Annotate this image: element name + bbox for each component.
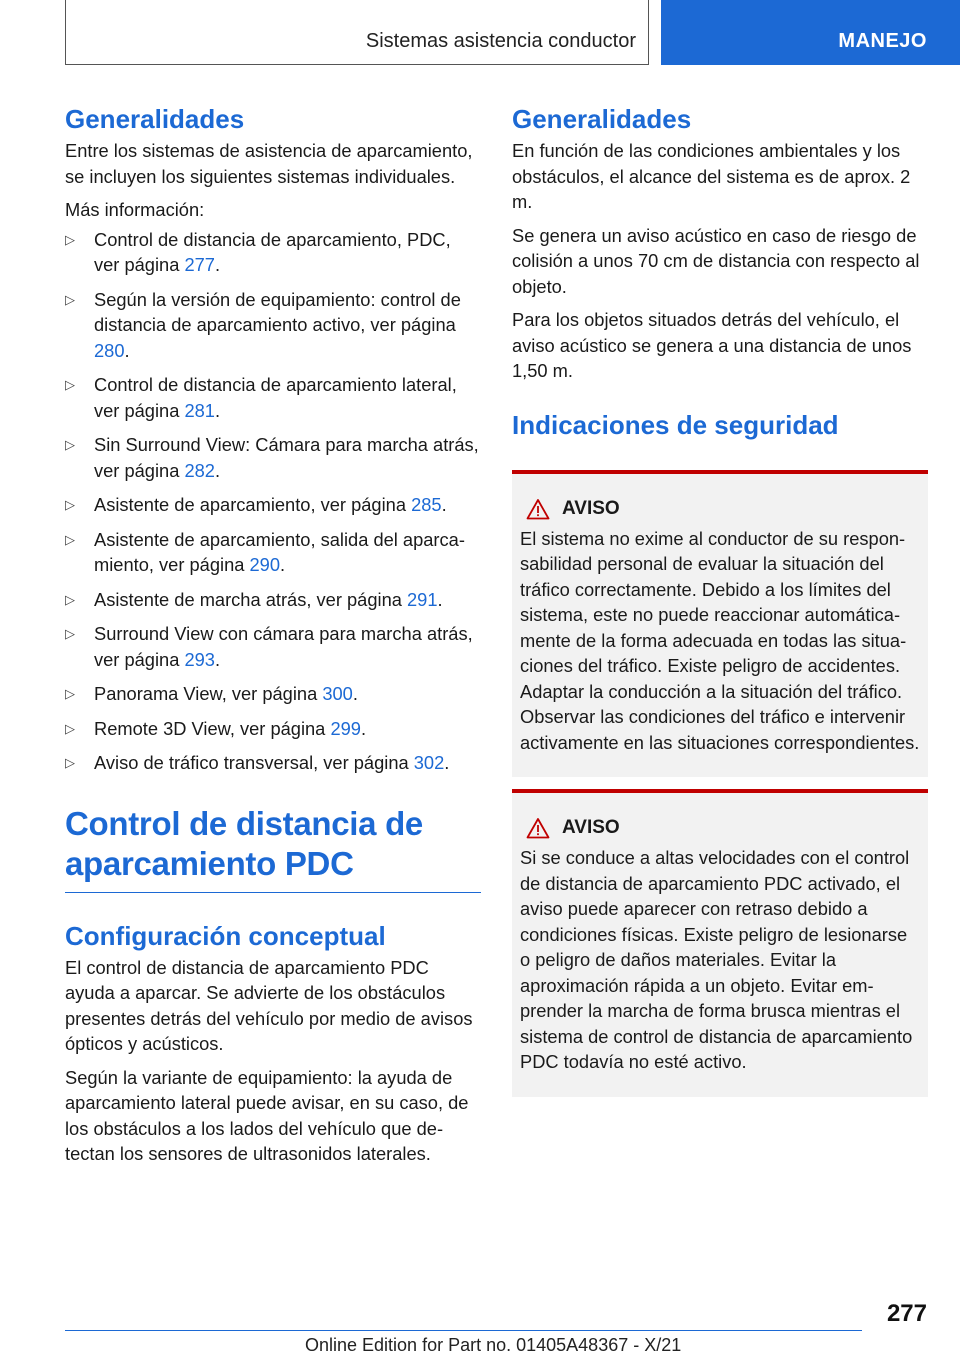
list-item-period: . <box>124 339 130 361</box>
more-info-label: Más información: <box>65 199 205 220</box>
list-item <box>65 432 481 483</box>
footer-edition: Online Edition for Part no. 01405A48367 - X/21 <box>305 1335 682 1355</box>
triangle-right-outline-icon: ▷ <box>65 755 75 770</box>
page-link-290[interactable]: 290 <box>249 554 280 575</box>
page-link-280[interactable]: 280 <box>94 339 125 361</box>
list-item <box>65 716 481 742</box>
list-item <box>65 527 481 578</box>
list-item <box>65 681 481 707</box>
triangle-right-outline-icon: ▷ <box>65 626 75 641</box>
list-item-period: . <box>280 554 286 575</box>
page-link-300[interactable]: 300 <box>322 683 353 704</box>
header-chapter-tab[interactable] <box>661 0 960 65</box>
page-link-277[interactable]: 277 <box>184 254 215 275</box>
warning-text-2: Si se conduce a altas velocidades con el control de distancia de aparcamiento PDC activado, el aviso puede aparecer con retraso debido a condiciones físicas. Existe peligro de lesionarse o peligro de daños materiales. Evitar la aproximación rápida a un objeto. Evitar emprender la marcha de forma brusca mientras el sistema de control de distancia de aparcamiento PDC todavía no esté activo. <box>520 847 913 1072</box>
config-paragraph-2: Según la variante de equipamiento: la ayuda de aparcamiento lateral puede avisar, en su caso, de los obstáculos a los lados del vehículo que detectan los sensores de ultrasonidos laterales. <box>65 1066 469 1164</box>
list-item-period: . <box>352 683 358 704</box>
warning-box-1 <box>512 470 928 778</box>
heading-pdc: Control de distancia de aparcamiento PDC <box>65 804 423 882</box>
triangle-right-outline-icon: ▷ <box>65 686 75 701</box>
page-number: 277 <box>886 1300 927 1327</box>
page-link-291[interactable]: 291 <box>406 588 438 610</box>
header-section-title: Sistemas asistencia conductor <box>365 30 636 52</box>
triangle-right-outline-icon: ▷ <box>65 377 75 392</box>
list-item-period: . <box>444 752 450 773</box>
page-link-282[interactable]: 282 <box>184 459 215 481</box>
page-link-281[interactable]: 281 <box>184 399 215 421</box>
list-item-text: Asistente de aparcamiento, salida del aparcamiento, ver página <box>94 528 465 575</box>
list-item-period: . <box>214 459 221 481</box>
warning-title-2: AVISO <box>562 817 620 838</box>
list-item-text: Según la versión de equipamiento: control de distancia de aparcamiento activo, ver página <box>94 288 461 335</box>
list-item <box>65 750 481 776</box>
list-item-period: . <box>360 717 367 739</box>
triangle-right-outline-icon: ▷ <box>65 291 75 307</box>
list-item <box>65 227 481 278</box>
heading-safety: Indicaciones de seguridad <box>512 409 839 440</box>
header-chapter-label: MANEJO <box>838 30 927 52</box>
list-item <box>65 587 481 613</box>
list-item-text: Remote 3D View, ver página <box>94 717 331 739</box>
heading-generalidades-left: Generalidades <box>65 104 245 134</box>
triangle-right-outline-icon: ▷ <box>65 497 75 512</box>
list-item-text: Panorama View, ver página <box>94 683 323 704</box>
page-link-285[interactable]: 285 <box>411 494 442 515</box>
list-item-text: Asistente de marcha atrás, ver página <box>94 588 407 610</box>
range-paragraph: En función de las condiciones ambientales y los obstáculos, el alcance del sistema es de aprox. 2 m. <box>512 140 911 212</box>
list-item <box>65 621 481 672</box>
list-item-text: Control de distancia de aparcamiento, PDC, ver página <box>94 228 451 275</box>
list-item-text: Aviso de tráfico transversal, ver página <box>94 752 414 773</box>
list-item-period: . <box>214 254 221 275</box>
list-item <box>65 287 481 364</box>
footer-rule <box>65 1330 862 1331</box>
page-link-299[interactable]: 299 <box>330 717 361 739</box>
warning-text-1: El sistema no exime al conductor de su responsabilidad personal de evaluar la situación del tráfico correctamente. Debido a los límites del sistema, este no puede reaccionar automáticamente de la forma adecuada en todas las situaciones del tráfico. Existe peligro de accidentes. Adaptar la conducción a la situación del tráfico. Observar las condiciones del tráfico e intervenir activamente en las situaciones correspondientes. <box>520 527 920 753</box>
left-column <box>65 104 481 1167</box>
triangle-right-outline-icon: ▷ <box>65 231 75 247</box>
config-paragraph-1: El control de distancia de aparcamiento PDC ayuda a aparcar. Se advierte de los obstáculos presentes detrás del vehículo por medio de avisos ópticos y acústicos. <box>65 956 473 1054</box>
warning-triangle-icon <box>526 498 550 520</box>
rear-paragraph: Para los objetos situados detrás del vehículo, el aviso acústico se genera a una distancia de unos 1,50 m. <box>512 309 912 381</box>
page-link-293[interactable]: 293 <box>184 648 215 670</box>
triangle-right-outline-icon: ▷ <box>65 591 75 607</box>
list-item-text: Asistente de aparcamiento, ver página <box>94 494 412 515</box>
list-item <box>65 372 481 423</box>
list-item-text: Surround View con cámara para marcha atrás, ver página <box>94 623 473 670</box>
warning-title-1: AVISO <box>562 497 620 519</box>
page-link-302[interactable]: 302 <box>413 752 445 773</box>
list-item-text: Control de distancia de aparcamiento lateral, ver página <box>94 374 457 421</box>
list-item-period: . <box>437 588 443 610</box>
header-section-box <box>65 0 649 65</box>
list-item <box>65 492 481 518</box>
intro-paragraph: Entre los sistemas de asistencia de aparcamiento, se incluyen los siguientes sistemas individuales. <box>65 140 473 187</box>
triangle-right-outline-icon: ▷ <box>65 531 75 547</box>
triangle-right-outline-icon: ▷ <box>65 437 75 452</box>
pdc-title-block <box>65 804 481 893</box>
triangle-right-outline-icon: ▷ <box>65 720 75 736</box>
list-item-period: . <box>214 399 221 421</box>
right-column <box>512 104 928 1097</box>
list-item-period: . <box>214 648 221 670</box>
heading-config: Configuración conceptual <box>65 920 386 951</box>
list-item-period: . <box>441 494 447 515</box>
systems-list <box>65 227 481 776</box>
warning-box-2 <box>512 789 928 1097</box>
collision-paragraph: Se genera un aviso acústico en caso de riesgo de colisión a unos 70 cm de distancia con respecto al objeto. <box>512 224 920 297</box>
list-item-text: Sin Surround View: Cámara para marcha atrás, ver página <box>94 434 479 481</box>
heading-generalidades-right: Generalidades <box>512 104 692 134</box>
warning-triangle-icon <box>526 817 550 839</box>
